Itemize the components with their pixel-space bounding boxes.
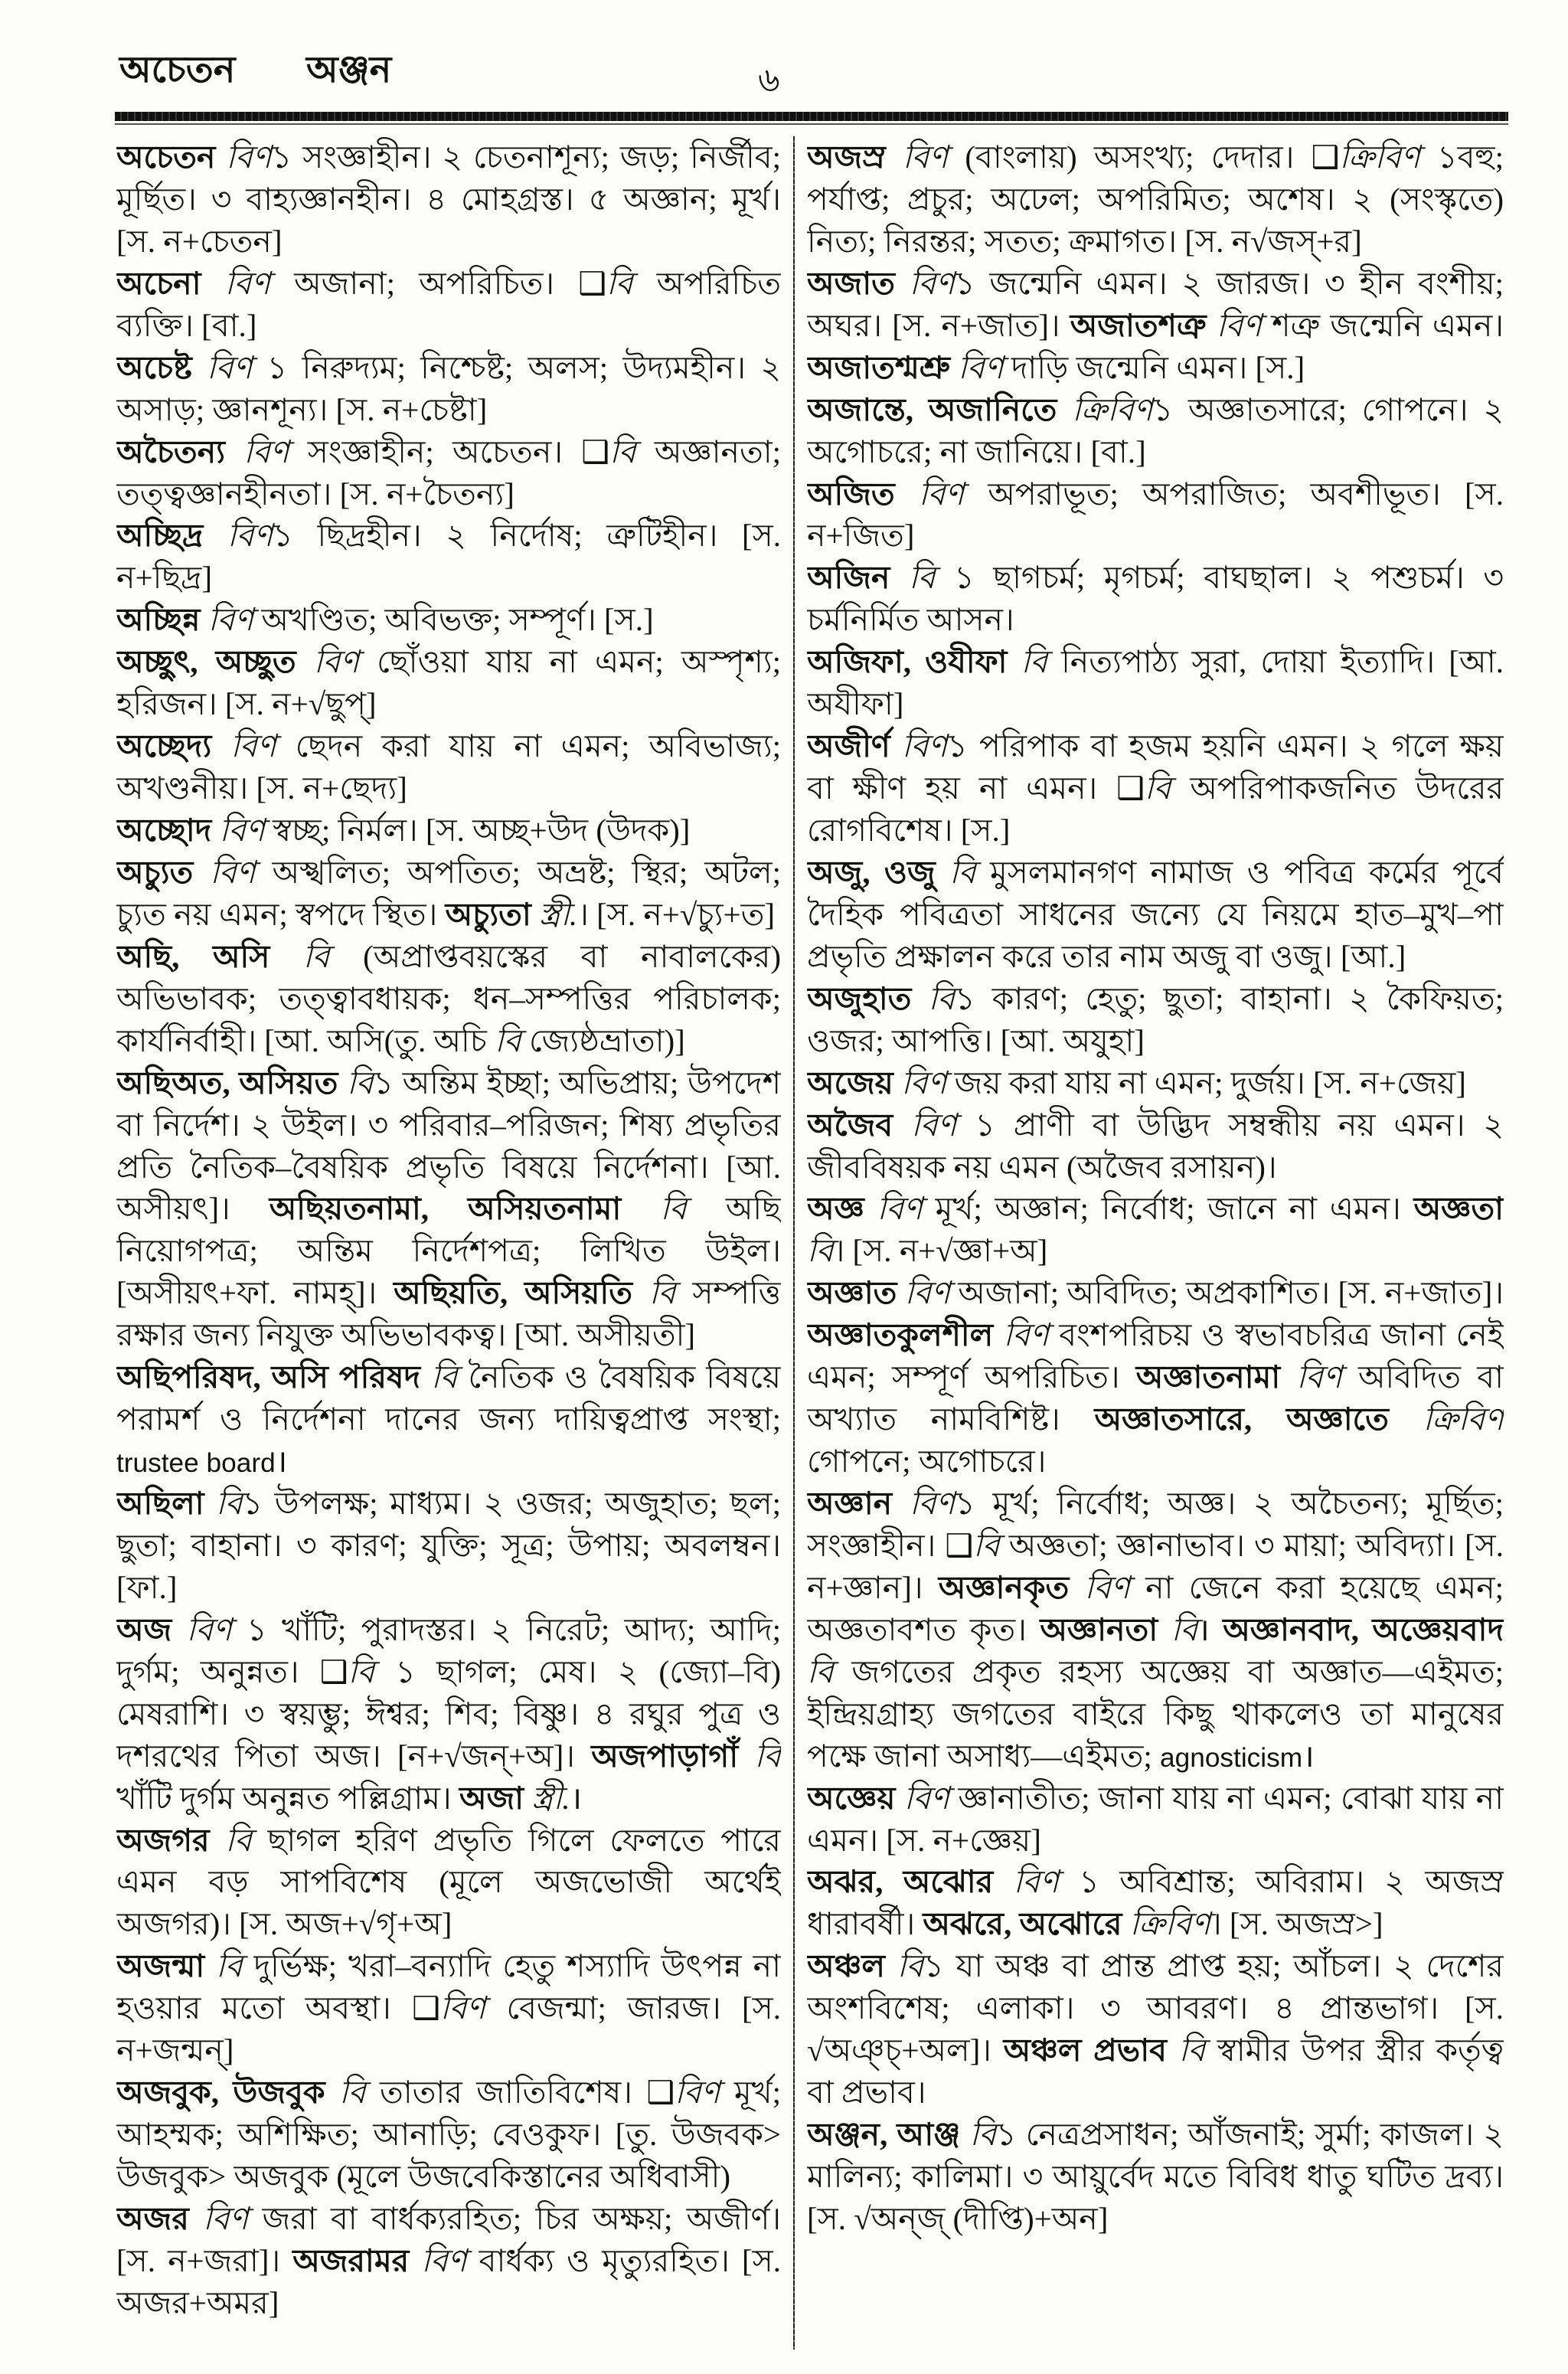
headword: অজস্র [807,139,886,175]
running-head-last-word: অঞ্জন [306,50,392,90]
part-of-speech-label: ক্রিবিণ [1339,139,1420,175]
part-of-speech-label: বি [348,1653,375,1689]
dictionary-entry [116,347,781,431]
definition-text: ১ সংজ্ঞাহীন। ২ চেতনাশূন্য; জড়; নির্জীব; মূর্ছিত। ৩ বাহ্যজ্ঞানহীন। ৪ মোহগ্রস্ত। ৫ অজ্ঞান; মূর্খ। [স. ন+চেতন] [116,139,781,259]
dictionary-entry [807,263,1504,389]
definition-text: ১ জন্মেনি এমন। ২ জারজ। ৩ হীন বংশীয়; অঘর। [স. ন+জাত]। [807,265,1504,343]
headword: অজ্ঞানকৃত [938,1569,1070,1605]
definition-text: (অপ্রাপ্তবয়স্কের বা নাবালকের) অভিভাবক; তত্ত্বাবধায়ক; ধন–সম্পত্তির পরিচালক; কার্যনির্বাহী। [আ. অসি(তু. অচি [116,938,781,1058]
definition-text: জ্যেষ্ঠভ্রাতা)] [521,1022,685,1058]
header-rule [115,112,1508,121]
part-of-speech-label: ক্রিবিণ [1388,1401,1504,1437]
headword: অচ্যুতা [445,896,531,932]
dictionary-entry [116,809,781,852]
definition-text: ১বহু; পর্যাপ্ত; প্রচুর; অঢেল; অপরিমিত; অশেষ। ২ (সংস্কৃতে) নিত্য; নিরন্তর; সতত; ক্রমাগত। [স. ন√জস্+র] [807,139,1504,259]
definition-text: নিত্যপাঠ্য সুরা, দোয়া ইত্যাদি। [আ. অযীফা] [807,644,1504,722]
part-of-speech-label: বিণ [895,1780,950,1816]
dictionary-entry [116,431,781,515]
definition-text: মুসলমানগণ নামাজ ও পবিত্র কর্মের পূর্বে দৈহিক পবিত্রতা সাধনের জন্যে যে নিয়মে হাত–মুখ–পা প্রভৃতি প্রক্ষালন করে তার নাম অজু বা ওজু। [আ.] [807,854,1504,974]
part-of-speech-label: বিণ [172,1611,232,1647]
definition-text: অবিদিত বা অখ্যাত নামবিশিষ্ট। [807,1359,1504,1437]
headword: অছিয়তনামা, অসিয়তনামা [269,1191,622,1227]
headword: অজ্ঞানতা [1040,1611,1158,1647]
definition-text: শত্রু জন্মেনি এমন। [1262,307,1504,343]
part-of-speech-label: বিণ [193,854,256,890]
dictionary-entry [807,1188,1504,1272]
definition-text: জ্ঞানাতীত; জানা যায় না এমন; বোঝা যায় না এমন। [স. ন+জ্ঞেয়] [807,1780,1504,1858]
dictionary-entry [116,263,781,347]
part-of-speech-label: বিণ [894,265,955,301]
definition-text: ১ যা অঞ্চ বা প্রান্ত প্রাপ্ত হয়; আঁচল। ২ দেশের অংশবিশেষ; এলাকা। ৩ আবরণ। ৪ প্রান্তভাগ। [স. √অঞ্চ্+অল]। [807,1948,1504,2068]
dictionary-entry [807,1272,1504,1483]
part-of-speech-label: বিণ [409,2242,467,2278]
definition-text: । [স. ন+√চ্যু+ত] [577,896,775,932]
definition-text: বংশপরিচয় ও স্বভাবচরিত্র জানা নেই এমন; সম্পূর্ণ অপরিচিত। [807,1317,1504,1395]
definition-text: ১ নিরুদ্যম; নিশ্চেষ্ট; অলস; উদ্যমহীন। ২ অসাড়; জ্ঞানশূন্য। [স. ন+চেষ্টা] [116,349,781,427]
part-of-speech-label: স্ত্রী. [524,1780,570,1816]
part-of-speech-label: বি [632,1275,676,1311]
headword: অচেনা [116,265,201,301]
dictionary-entry [807,725,1504,852]
definition-text: অপরিপাকজনিত উদরের রোগবিশেষ। [স.] [807,770,1504,848]
headword: অজাত [807,265,895,301]
dictionary-entry [807,557,1504,641]
definition-text: জগতের প্রকৃত রহস্য অজ্ঞেয় বা অজ্ঞাত—এইমত; ইন্দ্রিয়গ্রাহ্য জগতের বাইরে কিছু থাকলেও তা মানুষের পক্ষে জানা অসাধ্য—এইমত; [807,1653,1504,1774]
headword: অজ্ঞাতনামা [1135,1359,1281,1395]
part-of-speech-label: বিণ [215,139,272,175]
headword: অঞ্চল [807,1948,885,1984]
part-of-speech-label: বিণ [893,1064,947,1100]
definition-text: বার্ধক্য ও মৃত্যুরহিত। [স. অজর+অমর] [116,2242,781,2320]
dictionary-entry [116,1945,781,2072]
dictionary-entry [807,978,1504,1062]
definition-text: ১ অজ্ঞাতসারে; গোপনে। ২ অগোচরে; না জানিয়ে। [বা.] [807,391,1504,469]
definition-text: ছেদন করা যায় না এমন; অবিভাজ্য; অখণ্ডনীয়। [স. ন+ছেদ্য] [116,728,781,806]
headword: অজন্মা [116,1948,205,1984]
definition-text: । [স. ন+√জ্ঞা+অ] [833,1233,1048,1269]
part-of-speech-label: বি [911,980,956,1016]
headword: অজ [116,1611,172,1647]
definition-text: সম্পত্তি রক্ষার জন্য নিযুক্ত অভিভাবকত্ব। [আ. অসীয়তী] [116,1275,781,1353]
dictionary-entry [807,1104,1504,1189]
part-of-speech-label: বিণ [201,265,270,301]
headword: অচ্ছিদ্র [116,518,204,554]
part-of-speech-label: ক্রিবিণ [1057,391,1153,427]
part-of-speech-label: বি [807,1233,834,1269]
part-of-speech-label: বিণ [1206,307,1263,343]
definition-text: না জেনে করা হয়েছে এমন; অজ্ঞতাবশত কৃত। [807,1569,1504,1647]
headword: অজুহাত [807,980,912,1016]
part-of-speech-label: বি [960,2117,997,2153]
dictionary-entry [807,1062,1504,1104]
dictionary-entry [116,136,781,263]
part-of-speech-label: বি [1158,1611,1198,1647]
definition-text: ১ অবিশ্রান্ত; অবিরাম। ২ অজস্র ধারাবর্ষী। [807,1864,1504,1942]
dictionary-entry [116,515,781,599]
headword: অজর [116,2200,189,2236]
left-column [116,136,781,2349]
definition-text: খাঁটি দুর্গম অনুন্নত পল্লিগ্রাম। [116,1780,459,1816]
headword: অজবুক, উজবুক [116,2075,325,2111]
headword: অঝরে, অঝোরে [923,1906,1122,1942]
headword: অজ্ঞানবাদ, অজ্ঞেয়বাদ [1223,1611,1504,1647]
definition-text: । [275,1444,288,1480]
part-of-speech-label: বিণ [439,1990,486,2026]
part-of-speech-label: বি [1166,2032,1206,2068]
part-of-speech-label: বি [935,854,976,890]
definition-text: । [570,1780,583,1816]
headword: অছিলা [116,1486,204,1521]
headword: অচ্ছুৎ, অচ্ছুত [116,644,296,680]
part-of-speech-label: বি [609,433,636,469]
part-of-speech-label: বি [209,1822,252,1858]
headword: অজপাড়াগাঁ [591,1738,739,1774]
definition-text: ১ ছাগচর্ম; মৃগচর্ম; বাঘছাল। ২ পশুচর্ম। ৩ চর্মনির্মিত আসন। [807,560,1504,638]
part-of-speech-label: বি [973,1527,1000,1563]
part-of-speech-label: বিণ [885,139,949,175]
headword: অঞ্চল প্রভাব [1003,2032,1167,2068]
definition-text: ১ পরিপাক বা হজম হয়নি এমন। ২ গলে ক্ষয় বা ক্ষীণ হয় না এমন। ❑ [807,728,1504,806]
part-of-speech-label: বি [1144,770,1171,806]
definition-text: তাতার জাতিবিশেষ। ❑ [365,2075,675,2111]
part-of-speech-label: বিণ [188,2200,249,2236]
definition-text: জরা বা বার্ধক্যরহিত; চির অক্ষয়; অজীর্ণ। [স. ন+জরা]। [116,2200,781,2278]
part-of-speech-label: বিণ [950,349,1004,385]
headword: অজীর্ণ [807,728,890,764]
definition-text: অজ্ঞতা; জ্ঞানাভাব। ৩ মায়া; অবিদ্যা। [স. ন+জ্ঞান]। [807,1527,1504,1605]
definition-text: ১ ছাগল; মেষ। ২ (জ্যো–বি) মেষরাশি। ৩ স্বয়ম্ভু; ঈশ্বর; শিব; বিষ্ণু। ৪ রঘুর পুত্র ও দশরথের পিতা অজ। [ন+√জন্+অ]। [116,1653,781,1774]
dictionary-entry [807,2114,1504,2240]
definition-text: ১ অন্তিম ইচ্ছা; অভিপ্রায়; উপদেশ বা নির্দেশ। ২ উইল। ৩ পরিবার–পরিজন; শিষ্য প্রভৃতির প্রতি নৈতিক–বৈষয়িক প্রভৃতি বিষয়ে নির্দেশনা। [আ. অসীয়ৎ]। [116,1064,781,1227]
dictionary-entry [116,641,781,725]
definition-text: অপরাভূত; অপরাজিত; অবশীভূত। [স. ন+জিত] [807,476,1504,554]
part-of-speech-label: বিণ [211,813,265,848]
part-of-speech-label: বি [606,265,633,301]
definition-text: মূর্খ; আহম্মক; অশিক্ষিত; আনাড়ি; বেওকুফ। [তু. উজবক> উজবুক> অজবুক (মূলে উজবেকিস্তানের অধিবাসী) [116,2075,781,2194]
dictionary-entry [116,1609,781,1820]
part-of-speech-label: বিণ [894,476,965,512]
headword: অজা [459,1780,524,1816]
part-of-speech-label: বি [270,938,330,974]
dictionary-entry [116,2072,781,2198]
dictionary-entry [116,1820,781,1946]
headword: অছিপরিষদ, অসি পরিষদ [116,1359,421,1395]
headword: অজান্তে, অজানিতে [807,391,1057,427]
definition-text: বেজন্মা; জারজ। [স. ন+জন্মন্] [116,1990,781,2068]
part-of-speech-label: বিণ [211,728,276,764]
part-of-speech-label: বিণ [897,1275,951,1311]
headword: অজরামর [292,2242,410,2278]
headword: অচৈতন্য [116,433,225,469]
headword: অজ্ঞাতসারে, অজ্ঞাতে [1094,1401,1389,1437]
dictionary-entry [807,1483,1504,1777]
dictionary-entry [116,2198,781,2324]
part-of-speech-label: বি [204,1948,243,1984]
english-gloss: trustee board [116,1448,276,1479]
part-of-speech-label: বি [621,1191,687,1227]
part-of-speech-label: বি [325,2075,366,2111]
dictionary-entry [807,136,1504,263]
definition-text: অপরিচিত ব্যক্তি। [বা.] [116,265,781,343]
headword: অজ্ঞতা [1413,1191,1504,1227]
dictionary-entry [116,1062,781,1357]
definition-text: দুর্ভিক্ষ; খরা–বন্যাদি হেতু শস্যাদি উৎপন্ন না হওয়ার মতো অবস্থা। ❑ [116,1948,781,2026]
definition-text: অজানা; অবিদিত; অপ্রকাশিত। [স. ন+জাত]। [950,1275,1504,1311]
definition-text: দাড়ি জন্মেনি এমন। [স.] [1003,349,1305,385]
english-gloss: agnosticism [1160,1742,1303,1773]
definition-text: ১ কারণ; হেতু; ছুতা; বাহানা। ২ কৈফিয়ত; ওজর; আপত্তি। [আ. অযুহা] [807,980,1504,1058]
headword: অঝর, অঝোর [807,1864,994,1900]
part-of-speech-label: বি [738,1738,781,1774]
headword: অজ্ঞ [807,1191,864,1227]
part-of-speech-label: ক্রিবিণ [1122,1906,1210,1942]
definition-text: স্বচ্ছ; নির্মল। [স. অচ্ছ+উদ (উদক)] [264,813,691,848]
definition-text: স্বামীর উপর স্ত্রীর কর্তৃত্ব বা প্রভাব। [807,2032,1504,2111]
right-column [807,136,1504,2349]
part-of-speech-label: বিণ [892,1486,956,1521]
headword: অছিয়তি, অসিয়তি [394,1275,632,1311]
dictionary-entry [807,641,1504,725]
part-of-speech-label: বিণ [200,602,254,638]
definition-text: গোপনে; অগোচরে। [807,1444,1047,1480]
definition-text: ১ প্রাণী বা উদ্ভিদ সম্বন্ধীয় নয় এমন। ২ জীববিষয়ক নয় এমন (অজৈব রসায়ন)। [807,1107,1504,1185]
page-number: ৬ [758,61,780,99]
running-head-first-word: অচেতন [119,50,236,90]
headword: অছিঅত, অসিয়ত [116,1064,338,1100]
definition-text: জয় করা যায় না এমন; দুর্জয়। [স. ন+জেয়] [946,1064,1466,1100]
dictionary-entry [807,852,1504,978]
dictionary-entry [807,1861,1504,1945]
definition-text: ছাগল হরিণ প্রভৃতি গিলে ফেলতে পারে এমন বড় সাপবিশেষ (মূলে অজভোজী অর্থেই অজগর)। [স. অজ+√গৃ+অ] [116,1822,781,1942]
definition-text: ১ ছিদ্রহীন। ২ নির্দোষ; ত্রুটিহীন। [স. ন+ছিদ্র] [116,518,781,596]
dictionary-entry [807,389,1504,473]
part-of-speech-label: বিণ [864,1191,923,1227]
dictionary-entry [116,725,781,809]
headword: অচ্ছিন্ন [116,602,201,638]
headword: অজগর [116,1822,210,1858]
headword: অছি, অসি [116,938,270,974]
headword: অজিত [807,476,895,512]
headword: অজ্ঞাতকুলশীল [807,1317,994,1353]
part-of-speech-label: বিণ [993,1317,1049,1353]
headword: অজিফা, ওযীফা [807,644,1008,680]
part-of-speech-label: বিণ [203,518,273,554]
headword: অজেয় [807,1064,893,1100]
headword: অজ্ঞাত [807,1275,897,1311]
part-of-speech-label: বি [338,1064,374,1100]
part-of-speech-label: বি [884,1948,924,1984]
definition-text: অখণ্ডিত; অবিভক্ত; সম্পূর্ণ। [স.] [253,602,654,638]
headword: অজ্ঞেয় [807,1780,896,1816]
part-of-speech-label: বি [890,560,936,596]
definition-text: অছি নিয়োগপত্র; অন্তিম নির্দেশপত্র; লিখিত উইল। [অসীয়ৎ+ফা. নামহ্]। [116,1191,781,1311]
definition-text: অজানা; অপরিচিত। ❑ [270,265,607,301]
headword: অঞ্জন, আঞ্জ [807,2117,961,2153]
definition-text: । [1197,1611,1223,1647]
headword: অজিন [807,560,890,596]
dictionary-entry [116,1483,781,1609]
headword: অচেতন [116,139,216,175]
part-of-speech-label: বিণ [675,2075,720,2111]
definition-text: ১ নেত্রপ্রসাধন; আঁজনাই; সুর্মা; কাজল। ২ মালিন্য; কালিমা। ৩ আয়ুর্বেদ মতে বিবিধ ধাতু ঘটিত দ্রব্য। [স. √অন্জ্ (দীপ্তি)+অন] [807,2117,1504,2236]
definition-text: । [স. অজস্র>] [1210,1906,1383,1942]
part-of-speech-label: স্ত্রী. [531,896,578,932]
definition-text: ছোঁওয়া যায় না এমন; অস্পৃশ্য; হরিজন। [স. ন+√ছুপ্] [116,644,781,722]
headword: অজৈব [807,1107,893,1143]
definition-text: অজ্ঞানতা; তত্ত্বজ্ঞানহীনতা। [স. ন+চৈতন্য] [116,433,781,512]
definition-text: । [1302,1738,1315,1774]
headword: অচ্ছোদ [116,813,212,848]
dictionary-entry [116,936,781,1062]
part-of-speech-label: বি [204,1486,243,1521]
part-of-speech-label: বি [495,1022,521,1058]
part-of-speech-label: বিণ [1069,1569,1130,1605]
definition-text: ১ উপলক্ষ; মাধ্যম। ২ ওজর; অজুহাত; ছল; ছুতা; বাহানা। ৩ কারণ; যুক্তি; সূত্র; উপায়; অবলম্বন। [ফা.] [116,1486,781,1605]
definition-text: সংজ্ঞাহীন; অচেতন। ❑ [289,433,610,469]
part-of-speech-label: বিণ [890,728,948,764]
headword: অজ্ঞান [807,1486,893,1521]
dictionary-entry [116,1356,781,1483]
part-of-speech-label: বিণ [224,433,289,469]
dictionary-entry [807,1945,1504,2114]
part-of-speech-label: বিণ [893,1107,957,1143]
dictionary-entry [807,1777,1504,1862]
definition-text: নৈতিক ও বৈষয়িক বিষয়ে পরামর্শ ও নির্দেশনা দানের জন্য দায়িত্বপ্রাপ্ত সংস্থা; [116,1359,781,1437]
headword: অচ্ছেদ্য [116,728,212,764]
part-of-speech-label: বি [1007,644,1048,680]
definition-text: অস্খলিত; অপতিত; অভ্রষ্ট; স্থির; অটল; চ্যুত নয় এমন; স্বপদে স্থিত। [116,854,781,932]
part-of-speech-label: বিণ [1280,1359,1342,1395]
definition-text: মূর্খ; অজ্ঞান; নির্বোধ; জানে না এমন। [922,1191,1414,1227]
part-of-speech-label: বি [420,1359,458,1395]
headword: অজু, ওজু [807,854,936,890]
part-of-speech-label: বিণ [191,349,253,385]
headword: অজাতশত্রু [1070,307,1207,343]
part-of-speech-label: বিণ [296,644,360,680]
part-of-speech-label: বিণ [993,1864,1059,1900]
definition-text: (বাংলায়) অসংখ্য; দেদার। ❑ [948,139,1340,175]
definition-text: ১ মূর্খ; নির্বোধ; অজ্ঞ। ২ অচৈতন্য; মূর্ছিত; সংজ্ঞাহীন। ❑ [807,1486,1504,1563]
dictionary-entry [116,852,781,936]
column-divider [793,136,795,2349]
headword: অজাতশ্মশ্রু [807,349,951,385]
dictionary-entry [116,599,781,641]
dictionary-entry [807,473,1504,558]
headword: অচেষ্ট [116,349,192,385]
part-of-speech-label: বি [807,1653,834,1689]
headword: অচ্যুত [116,854,194,890]
definition-text: ১ খাঁটি; পুরাদস্তর। ২ নিরেট; আদ্য; আদি; দুর্গম; অনুন্নত। ❑ [116,1611,781,1689]
